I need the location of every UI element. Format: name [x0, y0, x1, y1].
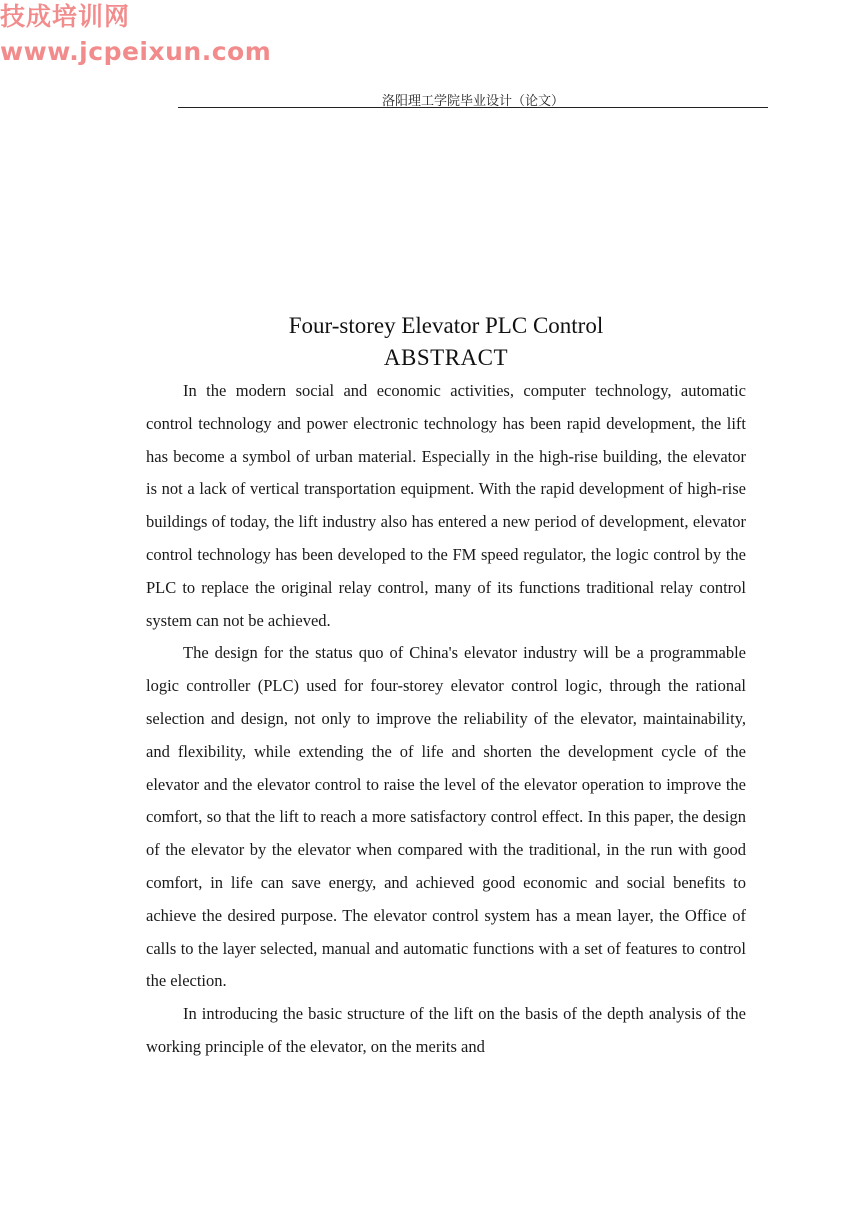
abstract-paragraph-3: In introducing the basic structure of the lift on the basis of the depth analysis of the working principle of the elevator, on the merits and [146, 1004, 746, 1056]
running-header: 洛阳理工学院毕业设计（论文） [381, 94, 564, 109]
document-title: Four-storey Elevator PLC Control [288, 313, 604, 338]
watermark [0, 4, 271, 64]
abstract-paragraph-2: The design for the status quo of China's elevator industry will be a programmable logic controller (PLC) used for four-storey elevator control logic, through the rational selection and design, not only to improve the reliability of the elevator, maintainability, and flexibility, while extending the of life and shorten the development cycle of the elevator and the elevator control to raise the level of the elevator operation to improve the comfort, so that the lift to reach a more satisfactory control effect. In this paper, the design of the elevator by the elevator when compared with the traditional, in the run with good comfort, in life can save energy, and achieved good economic and social benefits to achieve the desired purpose. The elevator control system has a mean layer, the Office of calls to the layer selected, manual and automatic functions with a set of features to control the election. [146, 643, 746, 991]
abstract-heading: ABSTRACT [383, 345, 509, 370]
watermark-chinese-text: 技成培训网 [0, 2, 131, 31]
watermark-url: www.jcpeixun.com [0, 37, 272, 66]
abstract-paragraph-1: In the modern social and economic activities, computer technology, automatic control technology and power electronic technology has been rapid development, the lift has become a symbol of urban material. Especially in the high-rise building, the elevator is not a lack of vertical transportation equipment. With the rapid development of high-rise buildings of today, the lift industry also has entered a new period of development, elevator control technology has been developed to the FM speed regulator, the logic control by the PLC to replace the original relay control, many of its functions traditional relay control system can not be achieved. [146, 381, 746, 630]
header-rule [178, 107, 768, 108]
abstract-body [146, 375, 746, 1064]
